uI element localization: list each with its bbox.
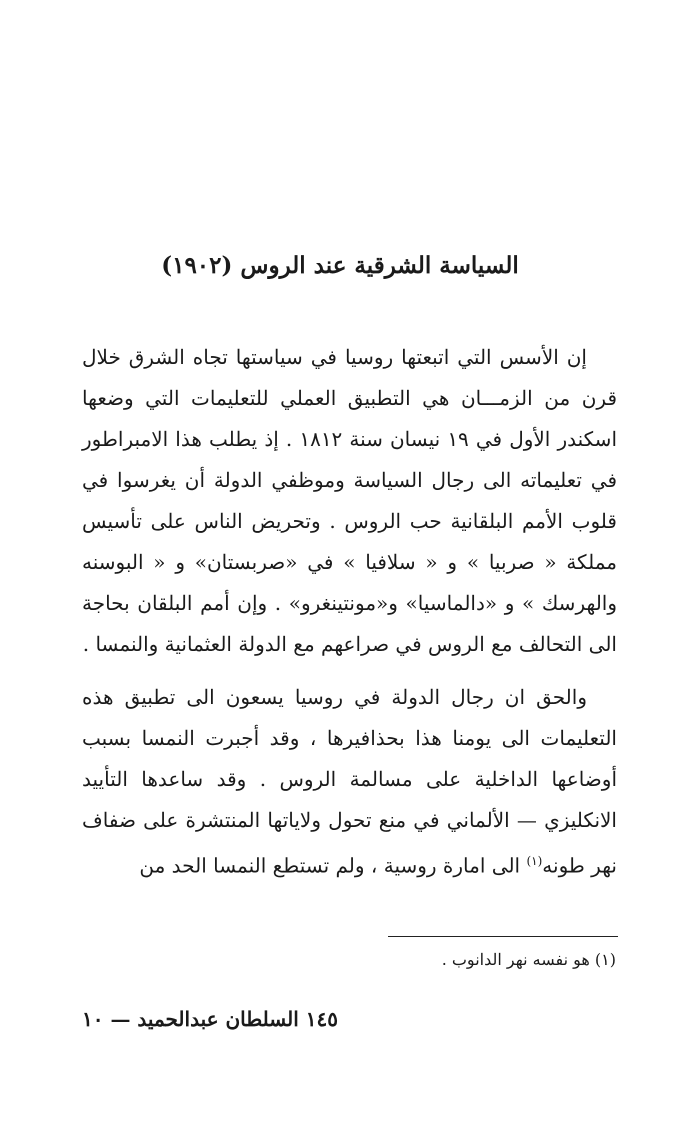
- paragraph-1: إن الأسس التي اتبعتها روسيا في سياستها تجاه الشرق خلال قرن من الزمـــان هي التطبيق العملي للتعليمات التي وضعها اسكندر الأول في ١٩ نيسان سنة ١٨١٢ . إذ يطلب هذا الامبراطور في تعليماته الى رجال السياسة وموظفي الدولة أن يغرسوا في قلوب الأمم البلقانية حب الروس . وتحريض الناس على تأسيس مملكة « صربيا » و « سلافيا » في «صربستان» و « البوسنه والهرسك » و «دالماسيا» و«مونتينغرو» . وإن أمم البلقان بحاجة الى التحالف مع الروس في صراعهم مع الدولة العثمانية والنمسا .: [82, 345, 618, 656]
- chapter-title: السياسة الشرقية عند الروس (١٩٠٢): [161, 252, 519, 279]
- paragraph-2-text: والحق ان رجال الدولة في روسيا يسعون الى تطبيق هذه التعليمات الى يومنا هذا بحذافيرها ، وقد أجبرت النمسا بسبب أوضاعها الداخلية على مسالمة الروس . وقد ساعدها التأييد الانكليزي — الألماني في منع تحول ولاياتها المنتشرة على ضفاف نهر طونه: [82, 685, 617, 878]
- footnote-divider: [388, 936, 618, 937]
- page-footer: ١٤٥ السلطان عبدالحميد — ١٠: [82, 1007, 338, 1031]
- footnote: (١) هو نفسه نهر الدانوب .: [441, 950, 616, 969]
- paragraph-2: [82, 677, 617, 887]
- body-text: [82, 337, 617, 899]
- paragraph-2-tail: الى امارة روسية ، ولم تستطع النمسا الحد من: [139, 853, 527, 878]
- footnote-reference: (١): [526, 854, 543, 868]
